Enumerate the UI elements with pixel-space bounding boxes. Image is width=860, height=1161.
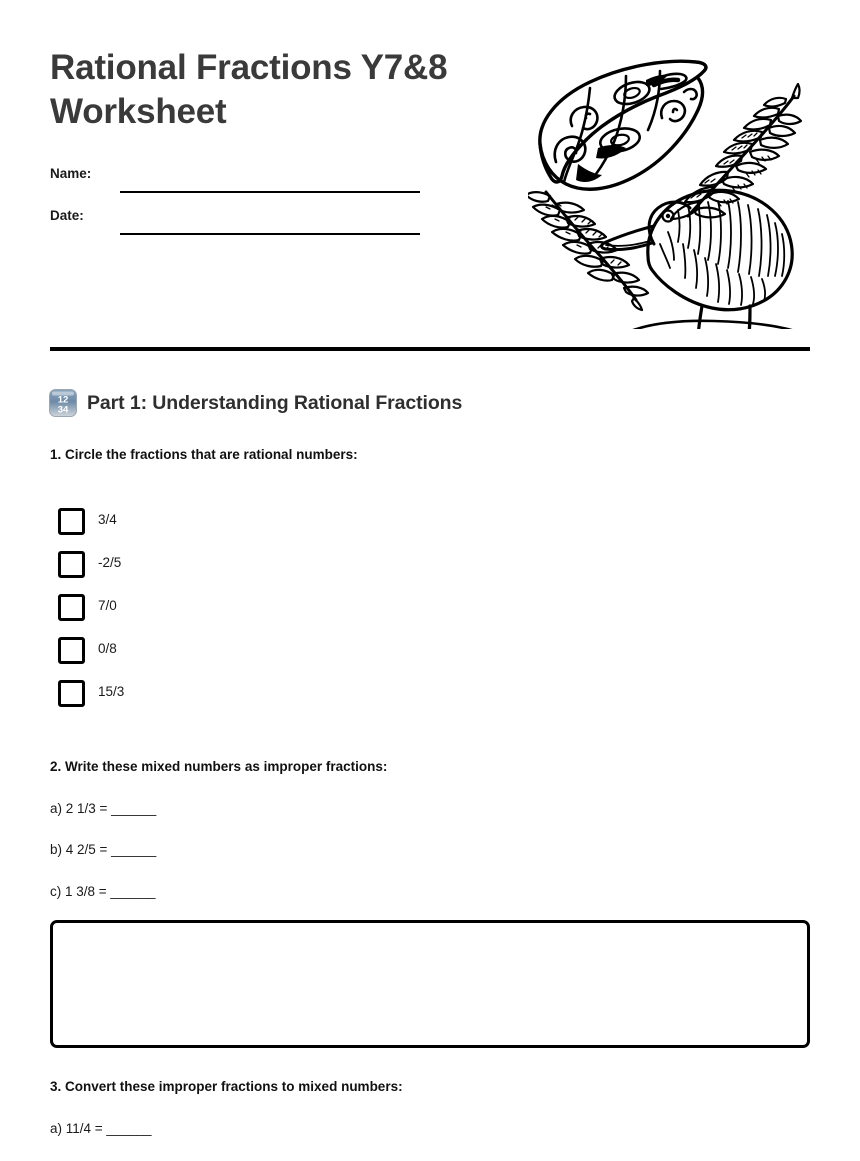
- question-1-options: [58, 508, 358, 723]
- list-item[interactable]: [58, 508, 358, 551]
- list-item[interactable]: [58, 594, 358, 637]
- checkbox-option-4-label: 0/8: [98, 641, 117, 656]
- date-label: Date:: [50, 208, 84, 223]
- checkbox-option-3-label: 7/0: [98, 598, 117, 613]
- checkbox-option-1[interactable]: [58, 508, 85, 535]
- section-divider-rule: [50, 347, 810, 351]
- working-space-box[interactable]: [50, 920, 810, 1048]
- question-2-item-b[interactable]: b) 4 2/5 = ______: [50, 842, 157, 857]
- worksheet-header: [50, 46, 520, 223]
- maori-carved-waka-panel-shape: [540, 61, 706, 189]
- question-3-prompt: 3. Convert these improper fractions to mixed numbers:: [50, 1079, 403, 1094]
- name-label: Name:: [50, 166, 92, 181]
- checkbox-option-5[interactable]: [58, 680, 85, 707]
- date-field-row: [50, 206, 470, 236]
- date-input-line[interactable]: [120, 233, 420, 235]
- question-2-prompt: 2. Write these mixed numbers as improper fractions:: [50, 759, 388, 774]
- checkbox-option-5-label: 15/3: [98, 684, 125, 699]
- page-title: Rational Fractions Y7&8 Worksheet: [50, 48, 448, 131]
- svg-text:12: 12: [57, 394, 69, 406]
- checkbox-option-2-label: -2/5: [98, 555, 122, 570]
- list-item[interactable]: [58, 680, 358, 723]
- section-heading-label: Part 1: Understanding Rational Fractions: [87, 391, 463, 414]
- list-item[interactable]: [58, 551, 358, 594]
- question-2-item-a[interactable]: a) 2 1/3 = ______: [50, 801, 157, 816]
- silver-fern-lower: [528, 192, 648, 310]
- input-numbers-icon: [48, 388, 78, 418]
- question-2-item-c[interactable]: c) 1 3/8 = ______: [50, 884, 156, 899]
- silver-fern-upper: [671, 84, 801, 219]
- new-zealand-illustration: [528, 44, 838, 329]
- question-3-item-a[interactable]: a) 11/4 = ______: [50, 1121, 152, 1136]
- name-field-row: [50, 164, 470, 194]
- checkbox-option-1-label: 3/4: [98, 512, 117, 527]
- checkbox-option-2[interactable]: [58, 551, 85, 578]
- kiwi-bird-shape: [602, 190, 799, 329]
- checkbox-option-4[interactable]: [58, 637, 85, 664]
- question-1-prompt: 1. Circle the fractions that are rational numbers:: [50, 447, 358, 462]
- checkbox-option-3[interactable]: [58, 594, 85, 621]
- svg-text:34: 34: [57, 404, 69, 416]
- section-heading: [48, 388, 462, 418]
- name-input-line[interactable]: [120, 191, 420, 193]
- list-item[interactable]: [58, 637, 358, 680]
